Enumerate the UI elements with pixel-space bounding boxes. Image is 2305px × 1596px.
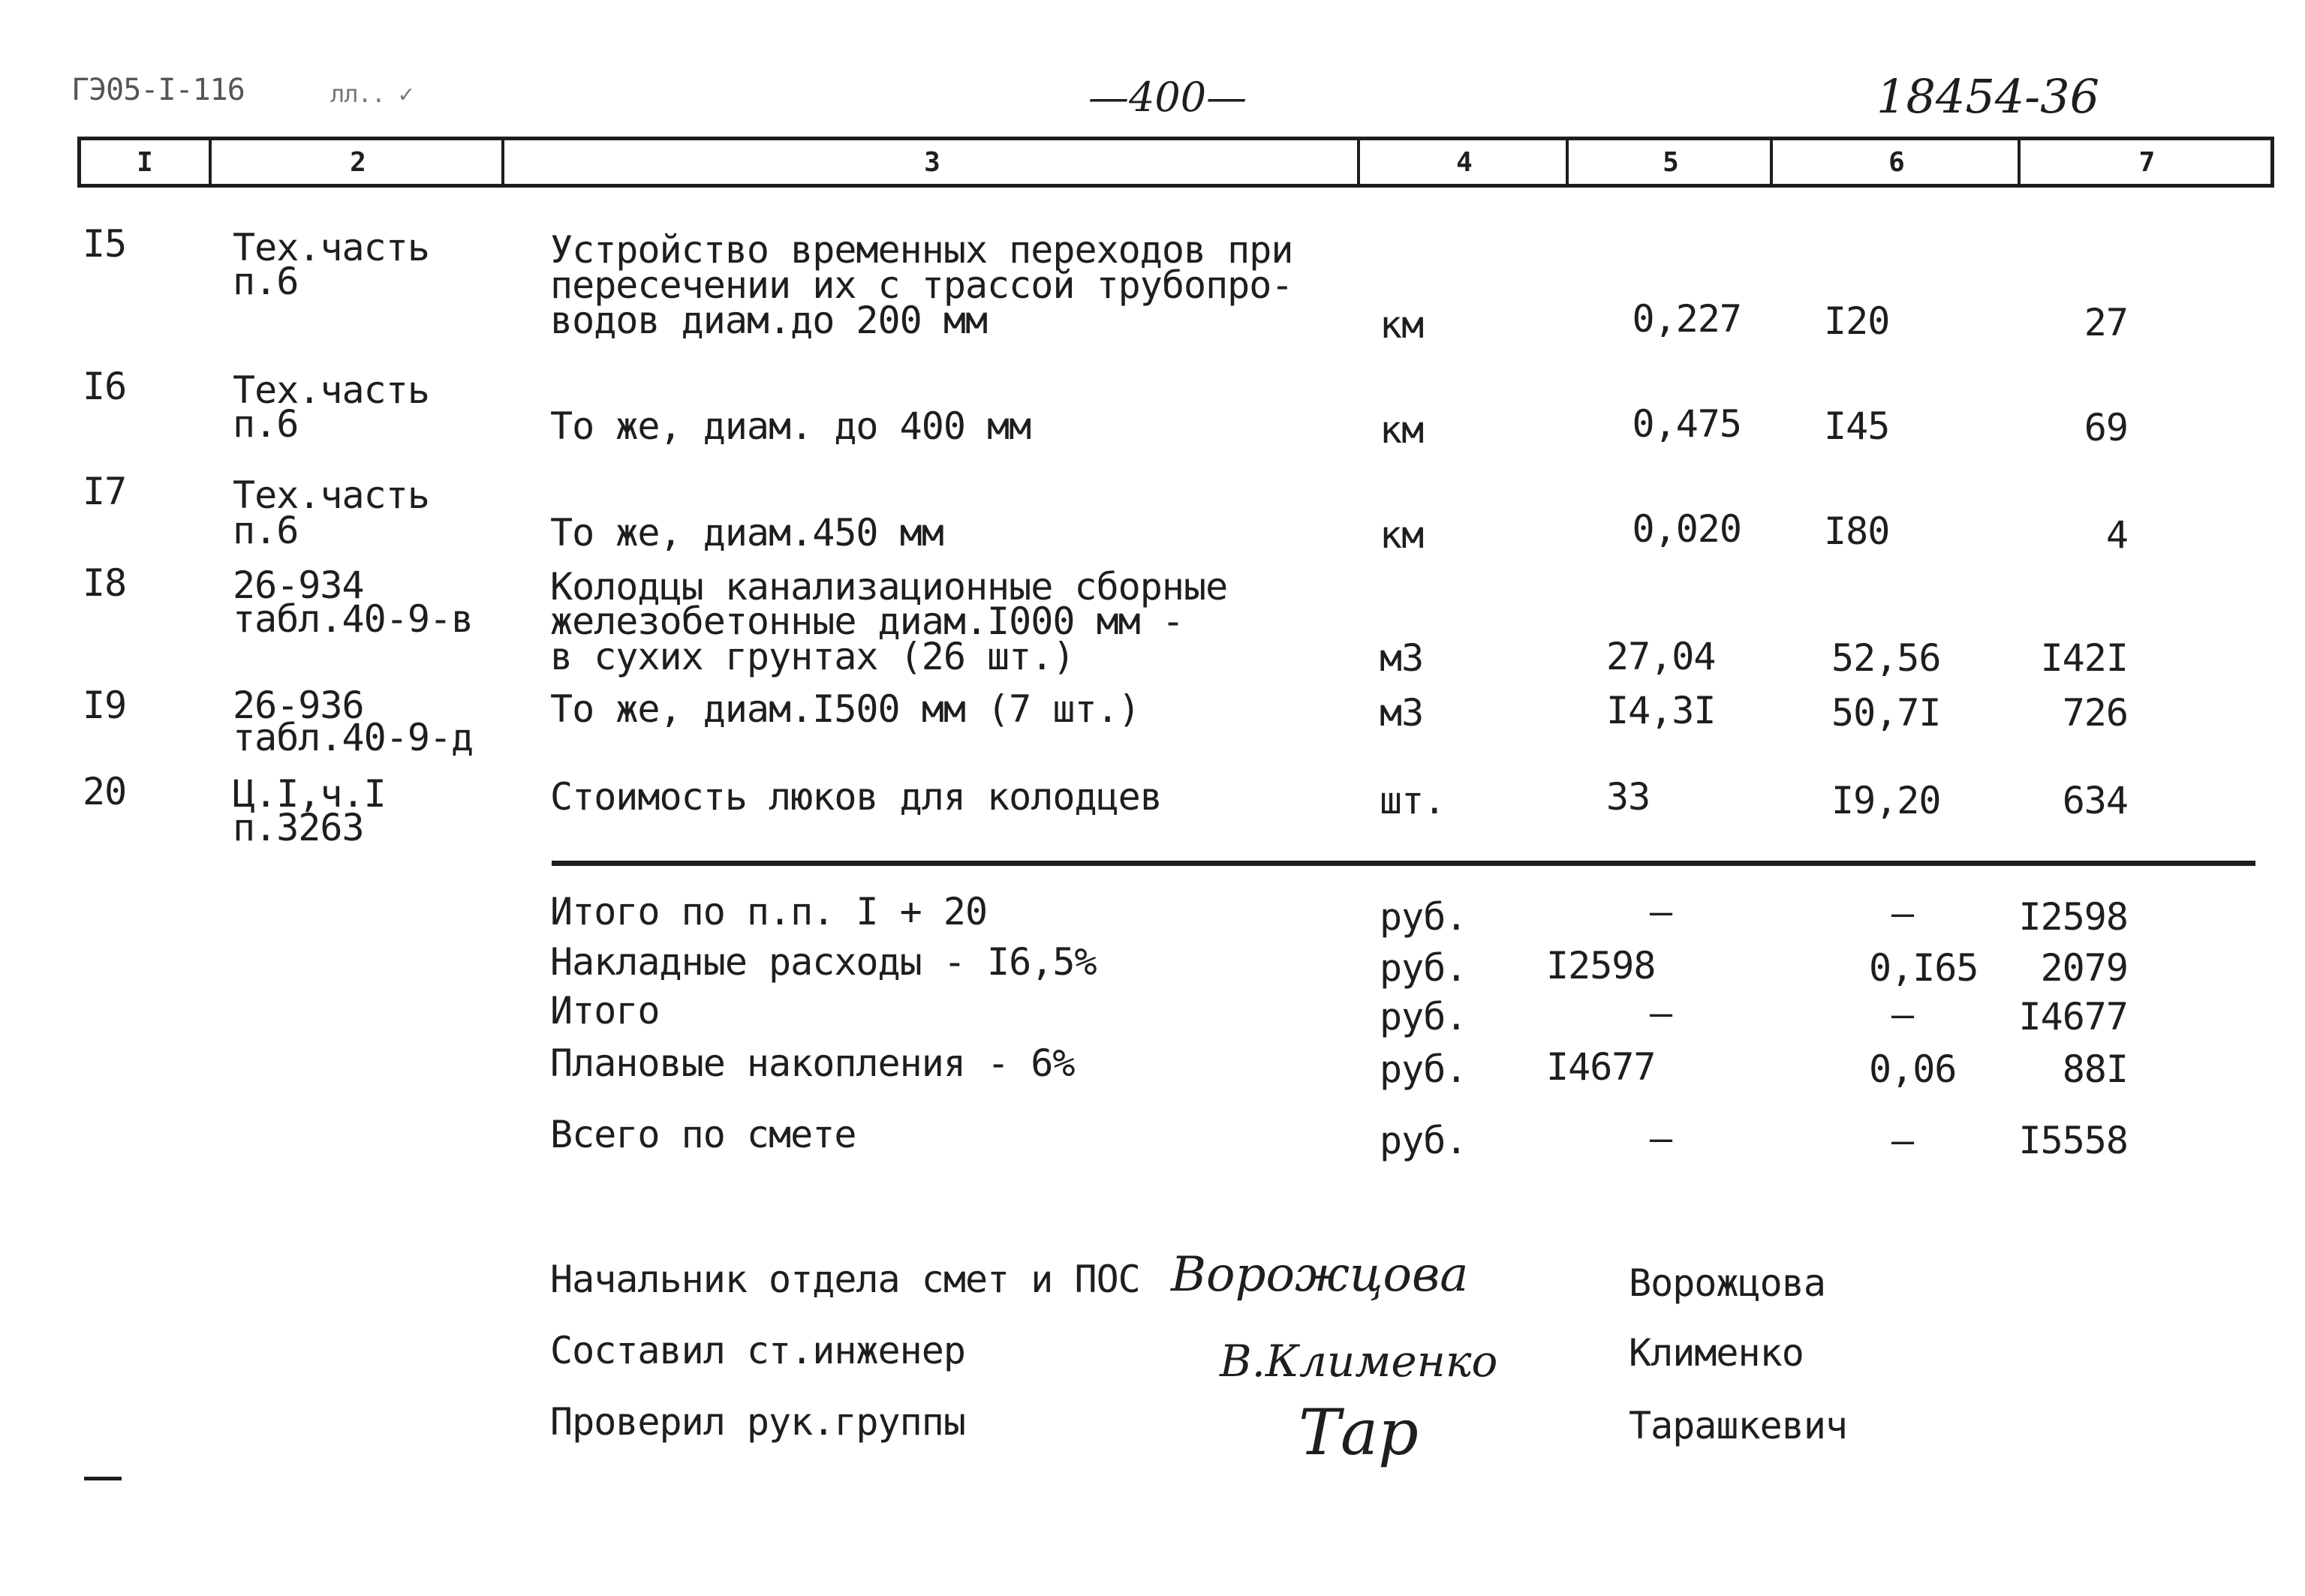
row-number: I8: [83, 561, 127, 605]
row-total: 4: [2105, 513, 2128, 557]
row-description: Стоимость люков для колодцев: [550, 775, 1162, 819]
row-description: То же, диам.450 мм: [550, 511, 943, 555]
document-number: 18454-36: [1876, 69, 2100, 124]
signature-role: Проверил рук.группы: [550, 1400, 965, 1444]
row-unit-price: I20: [1824, 299, 1890, 343]
totals-rate: 0,06: [1869, 1047, 1957, 1091]
row-reference: Тех.часть: [233, 226, 429, 269]
row-description: железобетонные диам.I000 мм -: [550, 600, 1184, 643]
row-reference-item: табл.40-9-д: [233, 716, 474, 759]
row-reference-item: п.6: [233, 509, 299, 552]
row-unit: шт.: [1380, 779, 1446, 822]
row-description: То же, диам.I500 мм (7 шт.): [550, 687, 1140, 731]
totals-rate: –: [1891, 1119, 1914, 1162]
row-total: 27: [2084, 301, 2128, 344]
column-header: 2: [209, 140, 504, 184]
row-unit: км: [1380, 513, 1424, 557]
document-code-extra: лл.. ✓: [330, 80, 413, 108]
totals-unit: руб.: [1380, 1119, 1467, 1162]
column-header: 3: [501, 140, 1360, 184]
row-description: водов диам.до 200 мм: [550, 299, 988, 342]
handwritten-signature: Тар: [1298, 1396, 1419, 1469]
handwritten-signature: Ворожцова: [1171, 1247, 1469, 1303]
scan-mark: [84, 1477, 122, 1480]
totals-unit: руб.: [1380, 946, 1467, 990]
row-total: 634: [2062, 779, 2128, 822]
row-quantity: 33: [1606, 775, 1651, 819]
row-number: I5: [83, 222, 127, 266]
totals-label: Итого: [550, 989, 660, 1032]
row-unit-price: I9,20: [1831, 779, 1941, 822]
row-reference: Тех.часть: [233, 368, 429, 412]
row-number: I9: [83, 684, 127, 727]
document-code: ГЭ05-I-116: [71, 73, 245, 107]
row-number: I6: [83, 365, 127, 408]
row-total: 69: [2084, 406, 2128, 449]
totals-base: I2598: [1546, 944, 1656, 987]
row-unit-price: 50,7I: [1831, 691, 1941, 735]
row-reference: Ц.I,ч.I: [233, 772, 386, 816]
page-number: —400—: [1088, 74, 1247, 121]
column-header: I: [137, 146, 153, 178]
row-reference: Тех.часть: [233, 473, 429, 517]
row-quantity: I4,3I: [1606, 689, 1716, 732]
totals-sum: 2079: [2040, 946, 2128, 990]
row-total: 726: [2062, 691, 2128, 735]
totals-sum: I4677: [2018, 995, 2128, 1038]
row-description: Устройство временных переходов при: [550, 228, 1293, 272]
row-unit: км: [1380, 303, 1424, 347]
row-unit: км: [1380, 408, 1424, 452]
column-header: 4: [1357, 140, 1569, 184]
handwritten-signature: В.Клименко: [1220, 1336, 1498, 1387]
column-header: 6: [1770, 140, 2021, 184]
totals-sum: I2598: [2018, 895, 2128, 939]
totals-base: –: [1650, 1117, 1672, 1160]
signature-role: Составил ст.инженер: [550, 1329, 965, 1372]
signature-role: Начальник отдела смет и ПОС: [550, 1258, 1140, 1301]
totals-base: –: [1650, 991, 1672, 1035]
row-quantity: 0,020: [1632, 507, 1741, 551]
row-unit-price: 52,56: [1831, 636, 1941, 680]
totals-sum: 88I: [2062, 1047, 2128, 1091]
row-unit: м3: [1380, 636, 1424, 680]
signature-name: Тарашкевич: [1629, 1404, 1848, 1447]
totals-separator-line: [552, 861, 2255, 866]
signature-name: Ворожцова: [1629, 1261, 1825, 1305]
totals-sum: I5558: [2018, 1119, 2128, 1162]
row-number: 20: [83, 770, 127, 813]
totals-label: Накладные расходы - I6,5%: [550, 940, 1097, 984]
row-unit: м3: [1380, 691, 1424, 735]
totals-label: Плановые накопления - 6%: [550, 1041, 1075, 1085]
totals-unit: руб.: [1380, 1047, 1467, 1091]
totals-rate: –: [1891, 891, 1914, 935]
totals-unit: руб.: [1380, 895, 1467, 939]
totals-label: Всего по смете: [550, 1113, 856, 1156]
row-unit-price: I45: [1824, 404, 1890, 448]
row-unit-price: I80: [1824, 509, 1890, 553]
row-reference-item: п.6: [233, 402, 299, 446]
row-number: I7: [83, 470, 127, 513]
row-reference-item: табл.40-9-в: [233, 597, 474, 641]
row-reference-item: п.6: [233, 260, 299, 303]
totals-unit: руб.: [1380, 995, 1467, 1038]
row-quantity: 0,475: [1632, 402, 1741, 446]
row-reference-item: п.3263: [233, 806, 364, 849]
totals-rate: –: [1891, 993, 1914, 1036]
row-description: То же, диам. до 400 мм: [550, 404, 1031, 448]
totals-base: –: [1650, 890, 1672, 933]
row-quantity: 0,227: [1632, 297, 1741, 341]
column-header: 5: [1566, 140, 1773, 184]
row-quantity: 27,04: [1606, 635, 1716, 678]
totals-rate: 0,I65: [1869, 946, 1979, 990]
signature-name: Клименко: [1629, 1331, 1804, 1375]
row-reference: 26-934: [233, 564, 364, 607]
row-description: Колодцы канализационные сборные: [550, 565, 1228, 609]
row-reference: 26-936: [233, 684, 364, 727]
row-description: в сухих грунтах (26 шт.): [550, 635, 1075, 678]
row-total: I42I: [2040, 636, 2128, 680]
table-header: [77, 137, 2274, 188]
row-description: пересечении их с трассой трубопро-: [550, 263, 1293, 307]
column-header: 7: [2018, 140, 2273, 184]
totals-base: I4677: [1546, 1045, 1656, 1089]
totals-label: Итого по п.п. I + 20: [550, 890, 988, 933]
